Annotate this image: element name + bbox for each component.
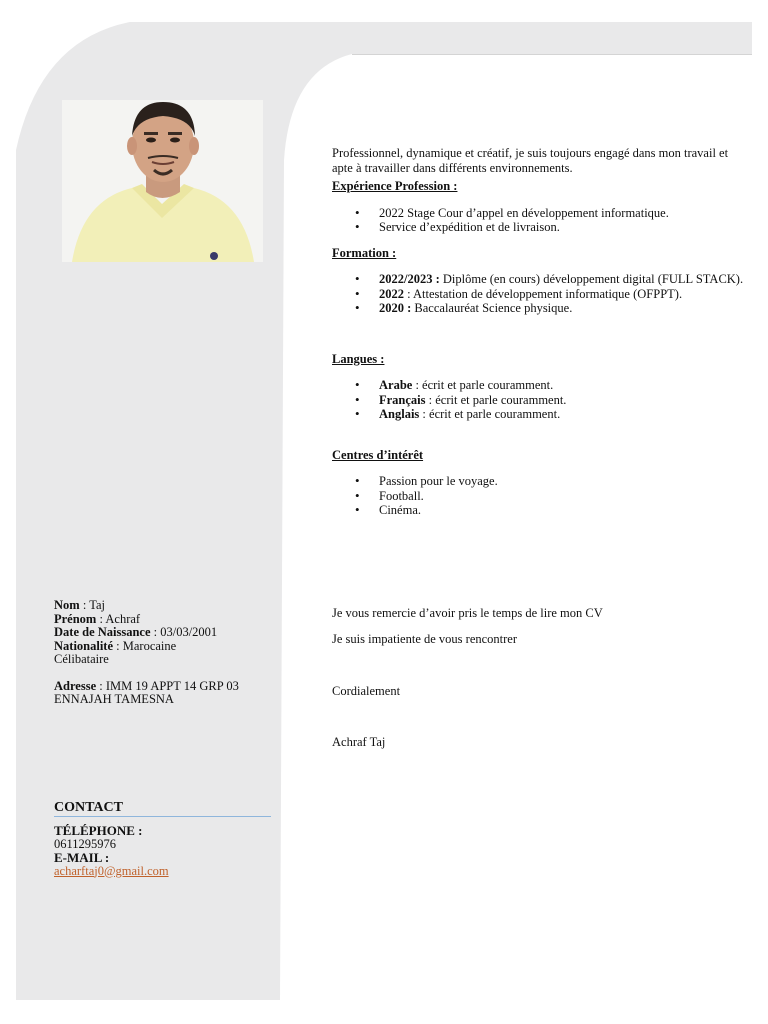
email-link[interactable]: acharftaj0@gmail.com xyxy=(54,863,169,878)
birthdate-row: Date de Naissance : 03/03/2001 xyxy=(54,625,218,639)
email-label: E-MAIL : xyxy=(54,850,110,865)
name-row: Nom : Taj xyxy=(54,598,105,612)
list-item: • Cinéma. xyxy=(379,503,752,518)
list-item: • Football. xyxy=(379,489,752,504)
formation-list xyxy=(332,272,752,316)
marital-status: Célibataire xyxy=(54,652,109,666)
closing-meet: Je suis impatiente de vous rencontrer xyxy=(332,632,518,646)
experience-list xyxy=(332,206,752,235)
list-item: • 2022/2023 : Diplôme (en cours) développement digital (FULL STACK). xyxy=(379,272,752,287)
list-item: • Passion pour le voyage. xyxy=(379,474,752,489)
experience-title: Expérience Profession : xyxy=(332,179,458,193)
list-item: • Arabe : écrit et parle couramment. xyxy=(379,378,752,393)
firstname-row: Prénom : Achraf xyxy=(54,611,141,626)
list-item: • Service d’expédition et de livraison. xyxy=(379,220,752,235)
closing-regards: Cordialement xyxy=(332,684,401,698)
list-item: • 2022 Stage Cour d’appel en développement informatique. xyxy=(379,206,752,221)
summary-text: Professionnel, dynamique et créatif, je suis toujours engagé dans mon travail et apte à travailler dans différents environnements. xyxy=(332,146,729,175)
languages-list xyxy=(332,378,752,422)
formation-title: Formation : xyxy=(332,245,397,260)
list-item: • 2020 : Baccalauréat Science physique. xyxy=(379,301,752,316)
contact-info xyxy=(54,824,284,878)
closing-thanks: Je vous remercie d’avoir pris le temps de lire mon CV xyxy=(332,606,603,620)
interests-title: Centres d’intérêt xyxy=(332,447,424,462)
phone-number: 0611295976 xyxy=(54,836,117,851)
signature: Achraf Taj xyxy=(332,735,386,749)
profile-photo xyxy=(62,100,263,262)
phone-label: TÉLÉPHONE : xyxy=(54,823,143,838)
contact-divider xyxy=(54,816,271,817)
list-item: • 2022 : Attestation de développement informatique (OFPPT). xyxy=(379,287,752,302)
personal-info xyxy=(54,599,284,707)
list-item: • Anglais : écrit et parle couramment. xyxy=(379,407,752,422)
nationality-row: Nationalité : Marocaine xyxy=(54,638,177,653)
list-item: • Français : écrit et parle couramment. xyxy=(379,393,752,408)
interests-list xyxy=(332,474,752,518)
contact-title: CONTACT xyxy=(54,800,123,815)
main-content xyxy=(332,146,752,518)
languages-title: Langues : xyxy=(332,351,385,366)
address-row: Adresse : IMM 19 APPT 14 GRP 03 ENNAJAH TAMESNA xyxy=(54,678,239,706)
